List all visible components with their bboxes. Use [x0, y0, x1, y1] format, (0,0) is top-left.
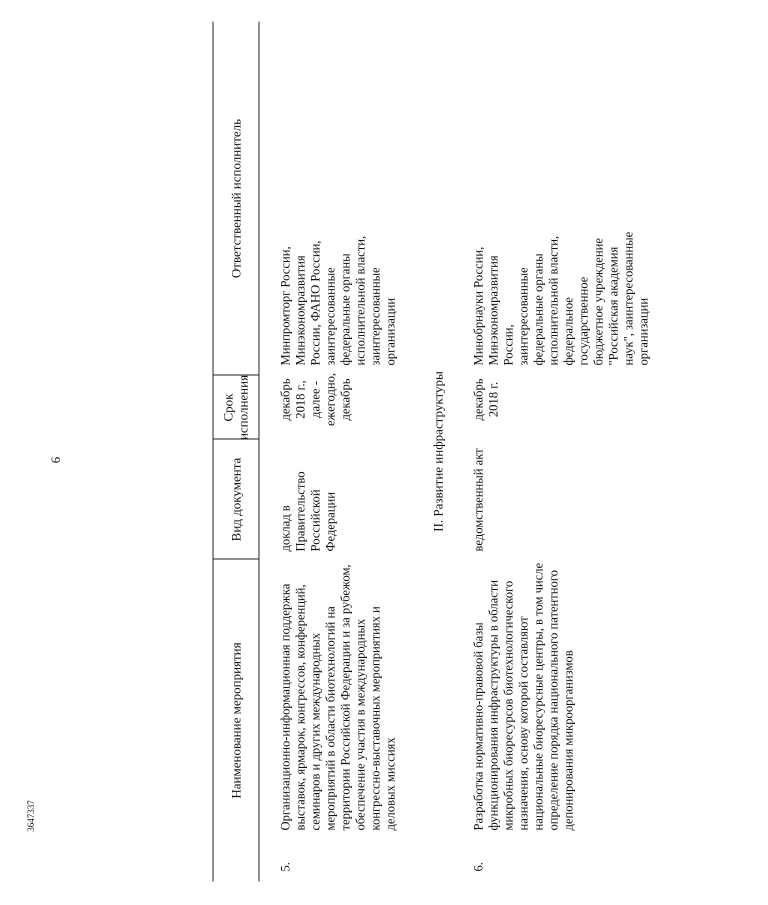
header-bottom-rule — [259, 22, 260, 882]
header-doc-type: Вид документа — [228, 457, 243, 542]
document-table — [213, 22, 768, 882]
page-number: 6 — [48, 456, 63, 464]
row-executor: Минобрнауки России, Минэкономразвития России, заинтересованные федеральные органы исполнительной власти, федеральное государственное бюджетное учреждение "Российская академия наук", заинтересованные организации — [471, 231, 651, 366]
row-deadline: декабрь 2018 г., далее - ежегодно, декабрь — [278, 372, 353, 427]
section-title: II. Развитие инфраструктуры — [430, 371, 446, 532]
row-doc-type: доклад в Правительство Российской Федерации — [278, 471, 338, 552]
header-name: Наименование мероприятия — [228, 642, 243, 799]
row-number: 5. — [278, 862, 293, 872]
row-deadline: декабрь 2018 г. — [471, 378, 501, 421]
header-executor: Ответственный исполнитель — [228, 118, 243, 279]
row-executor: Минпромторг России, Минэкономразвития России, ФАНО России, заинтересованные федеральные органы исполнительной власти, заинтересованные организации — [278, 235, 398, 366]
row-name: Организационно-информационная поддержка выставок, ярмарок, конгрессов, конференций, семинаров и других международных мероприятий в области биотехнологий на территории Российской Федерации и за рубежом, обеспечение участия в международных конгрессно-выставочных мероприятиях и деловых миссиях — [278, 564, 398, 831]
row-number: 6. — [471, 862, 486, 872]
document-code: 3647337 — [26, 800, 36, 832]
header-deadline: Срок исполнения — [220, 374, 251, 441]
row-doc-type: ведомственный акт — [471, 448, 486, 552]
row-name: Разработка нормативно-правовой базы функционирования инфраструктуры в области микробных биоресурсов биотехнологического назначения, основу которой составляют национальные биоресурсные центры, в том числе определение порядка национального патентного депонирования микроорганизмов — [471, 562, 576, 831]
